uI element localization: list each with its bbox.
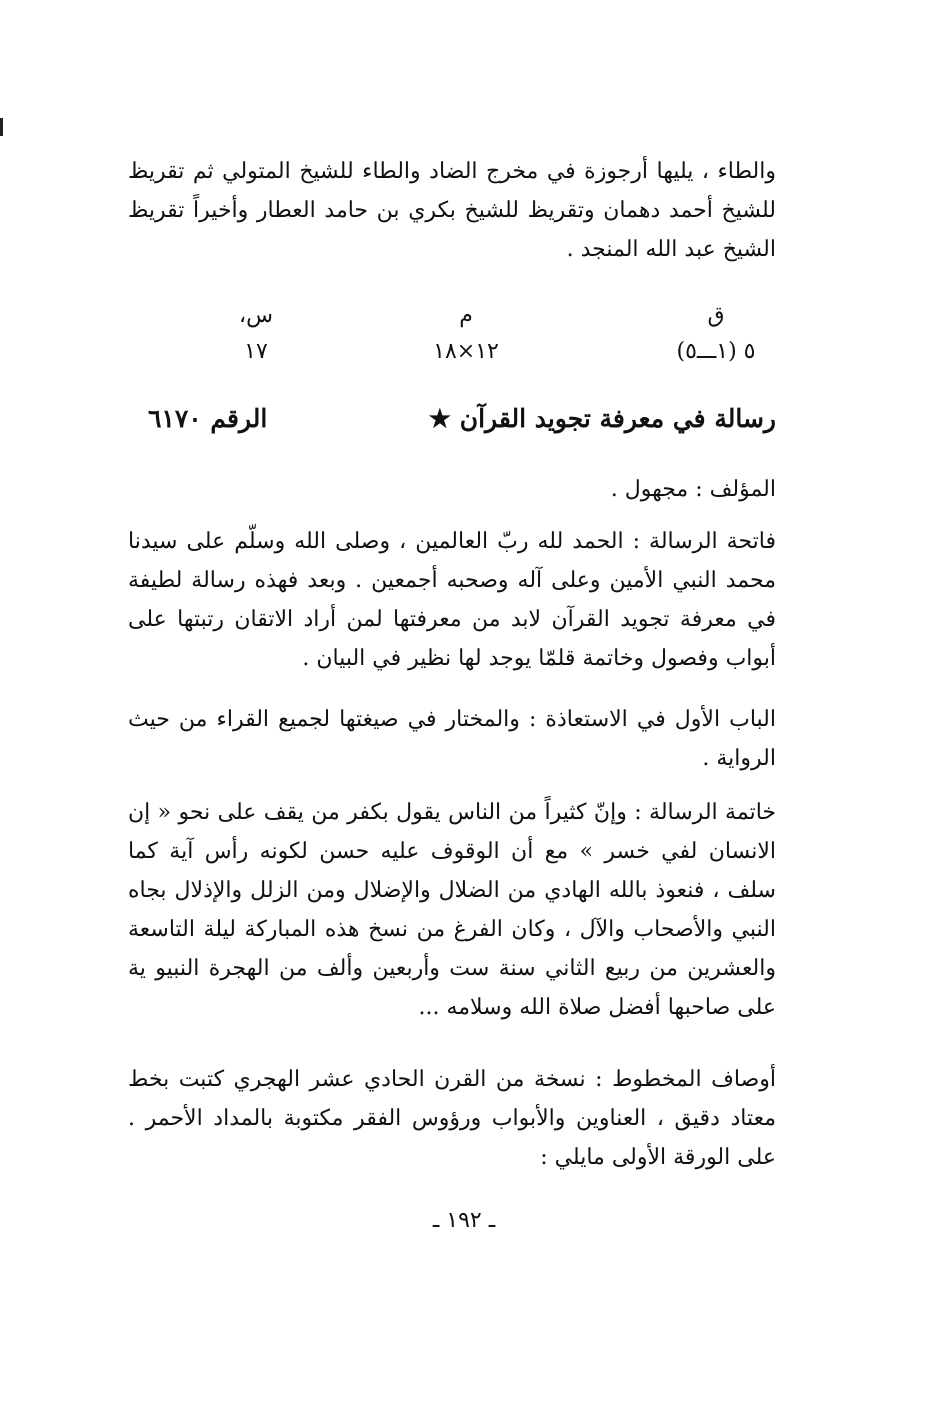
closing-paragraph: خاتمة الرسالة : وإنّ كثيراً من الناس يقول بكفر من يقف على نحو « إن الانسان لفي خسر » مع أن الوقوف عليه حسن لكونه رأس آية كما سلف ، فنعوذ بالله الهادي من الضلال والإضلال ومن الزلل والإذلال بجاه النبي والأصحاب والآل ، وكان الفرغ من نسخ هذه المباركة ليلة التاسعة والعشرين من ربيع الثاني سنة ست وأربعين وألف من الهجرة النبيو ية على صاحبها أفضل صلاة الله وسلامه ... — [128, 800, 776, 1020]
entry-heading — [128, 398, 776, 448]
shelf-m-column — [386, 300, 546, 372]
intro-paragraph: والطاء ، يليها أرجوزة في مخرج الضاد والطاء للشيخ المتولي ثم تقريظ للشيخ أحمد دهمان وتقريظ للشيخ بكري بن حامد العطار وأخيراً تقريظ الشيخ عبد الله المنجد . — [128, 159, 776, 262]
scan-edge-mark — [0, 118, 3, 136]
shelf-q-label: ق — [707, 303, 725, 328]
description-paragraph: أوصاف المخطوط : نسخة من القرن الحادي عشر الهجري كتبت بخط معتاد دقيق ، العناوين والأبواب ورؤوس الفقر مكتوبة بالمداد الأحمر . على الورقة الأولى مايلي : — [128, 1067, 776, 1170]
entry-title: رسالة في معرفة تجويد القرآن ★ — [428, 404, 776, 433]
description-block — [128, 1060, 776, 1177]
intro-paragraph-block — [128, 152, 776, 269]
opening-paragraph: فاتحة الرسالة : الحمد لله ربّ العالمين ، وصلى الله وسلّم على سيدنا محمد النبي الأمين وعلى آله وصحبه أجمعين . وبعد فهذه رسالة لطيفة في معرفة تجويد القرآن لابد من معرفتها لمن أراد الاتقان رتبتها على أبواب وفصول وخاتمة قلمّا يوجد لها نظير في البيان . — [128, 529, 776, 671]
shelf-s-value: ١٧ — [244, 339, 268, 364]
opening-block — [128, 522, 776, 678]
shelf-s-label: س، — [239, 303, 273, 328]
shelf-m-label: م — [459, 303, 473, 328]
entry-record-number: الرقم ٦١٧٠ — [148, 404, 268, 433]
chapter-one-block — [128, 700, 776, 778]
closing-block — [128, 793, 776, 1027]
shelf-q-column — [636, 300, 796, 372]
chapter-one-paragraph: الباب الأول في الاستعاذة : والمختار في صيغتها لجميع القراء من حيث الرواية . — [128, 707, 776, 771]
author-block — [128, 470, 776, 509]
shelf-m-value: ١٢×١٨ — [433, 339, 499, 364]
shelf-q-value: ٥ (١ـــ٥) — [676, 339, 756, 364]
shelf-info — [128, 300, 776, 380]
author-line: المؤلف : مجهول . — [610, 477, 776, 502]
shelf-s-column — [176, 300, 336, 372]
page-number: ـ ١٩٢ ـ — [432, 1208, 496, 1233]
